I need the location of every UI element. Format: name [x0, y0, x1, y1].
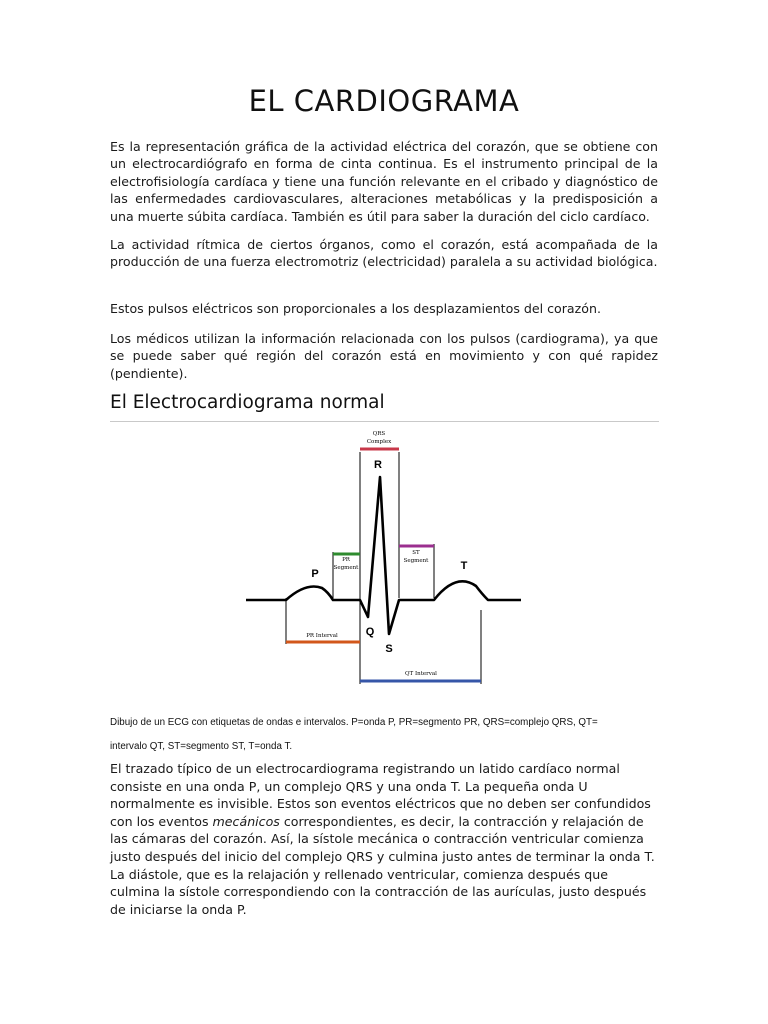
r-wave-label: R — [374, 459, 382, 471]
caption-line-2: intervalo QT, ST=segmento ST, T=onda T. — [110, 741, 293, 752]
st-label-line1: ST — [412, 550, 420, 556]
paragraph-activity: La actividad rítmica de ciertos órganos, como el corazón, está acompañada de la producción de una fuerza electromotriz (electricidad) paralela a su actividad biológica. — [110, 237, 658, 270]
paragraph-intro: Es la representación gráfica de la actividad eléctrica del corazón, que se obtiene con un electrocardiógrafo en forma de cinta continua. Es el instrumento principal de la electrofisiología cardíaca y tiene una función relevante en el cribado y diagnóstico de las enfermedades cardiovasculares, alteraciones metabólicas y la predisposición a una muerte súbita cardíaca. También es útil para saber la duración del ciclo cardíaco. — [110, 139, 658, 224]
paragraph-ecg-trace-emphasis: mecánicos — [212, 813, 280, 829]
t-wave-label: T — [460, 560, 468, 572]
paragraph-pulses: Estos pulsos eléctricos son proporcionales a los desplazamientos del corazón. — [110, 301, 601, 316]
pr-segment-label-line1: PR — [342, 557, 350, 563]
q-wave-label: Q — [365, 626, 375, 638]
p-wave-label: P — [311, 568, 319, 580]
ecg-trace — [246, 477, 521, 634]
paragraph-ecg-trace-part1: El trazado típico de un electrocardiograma registrando un latido cardíaco normal consiste en una onda P, un complejo QRS y una onda T. La pequeña onda U normalmente es invisible. Estos son eventos eléctricos que no deben ser confundidos con los eventos — [110, 761, 651, 829]
s-wave-label: S — [385, 643, 393, 655]
st-label-line2: Segment — [403, 558, 429, 564]
ecg-diagram — [110, 422, 659, 712]
qrs-label-line2: Complex — [366, 439, 392, 445]
paragraph-doctors: Los médicos utilizan la información relacionada con los pulsos (cardiograma), ya que se puede saber qué región del corazón está en movimiento y con qué rapidez (pendiente). — [110, 331, 658, 381]
caption-line-1: Dibujo de un ECG con etiquetas de ondas e intervalos. P=onda P, PR=segmento PR, QRS=complejo QRS, QT= — [110, 717, 598, 728]
paragraph-ecg-trace-part2: correspondientes, es decir, la contracción y relajación de las cámaras del corazón. Así, la sístole mecánica o contracción ventricular comienza justo después del inicio del complejo QRS y culmina justo antes de terminar la onda T. La diástole, que es la relajación y rellenado ventricular, comienza después que culmina la sístole correspondiendo con la contracción de las aurículas, justo después de iniciarse la onda P. — [110, 813, 655, 917]
page-title: EL CARDIOGRAMA — [248, 84, 520, 118]
section-title: El Electrocardiograma normal — [110, 392, 385, 413]
qrs-label-line1: QRS — [372, 431, 386, 437]
paragraph-ecg-trace — [110, 760, 658, 918]
ecg-figure — [110, 421, 659, 762]
pr-segment-label-line2: Segment — [333, 565, 359, 571]
qt-interval-label: QT Interval — [405, 671, 437, 677]
figure-caption — [110, 711, 656, 759]
pr-interval-label: PR Interval — [306, 633, 338, 639]
